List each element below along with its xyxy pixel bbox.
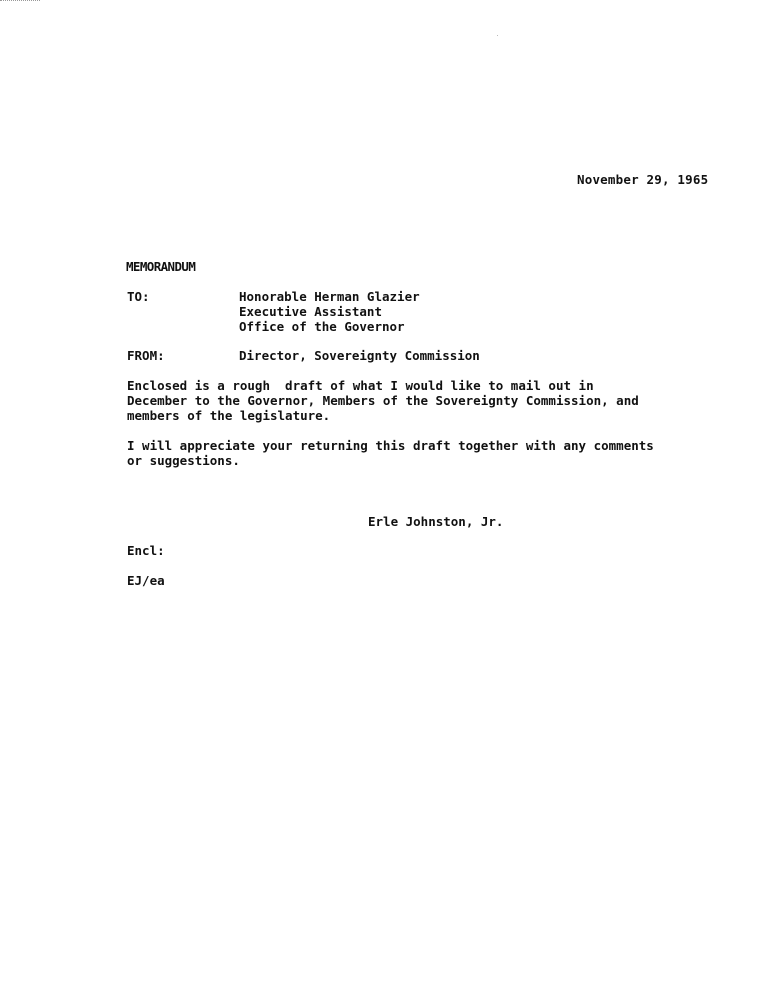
to-label: TO: bbox=[127, 289, 150, 304]
body-line: Enclosed is a rough draft of what I would like to mail out in bbox=[127, 378, 594, 393]
reference-initials: EJ/ea bbox=[127, 573, 165, 588]
to-line: Honorable Herman Glazier bbox=[239, 289, 420, 304]
body-paragraph bbox=[127, 438, 687, 468]
to-line: Executive Assistant bbox=[239, 304, 382, 319]
body-line: I will appreciate your returning this draft together with any comments bbox=[127, 438, 654, 453]
memo-date: November 29, 1965 bbox=[577, 172, 709, 187]
from-line: Director, Sovereignty Commission bbox=[239, 348, 480, 363]
from-sender-block bbox=[239, 348, 480, 363]
body-line: or suggestions. bbox=[127, 453, 240, 468]
scan-edge-mark bbox=[0, 0, 40, 2]
body-line: members of the legislature. bbox=[127, 408, 331, 423]
to-recipient-block bbox=[239, 289, 420, 334]
from-label: FROM: bbox=[127, 348, 165, 363]
memo-heading: MEMORANDUM bbox=[126, 259, 196, 274]
body-paragraph bbox=[127, 378, 687, 423]
scan-speck bbox=[497, 35, 498, 36]
enclosure-note: Encl: bbox=[127, 543, 165, 558]
body-line: December to the Governor, Members of the Sovereignty Commission, and bbox=[127, 393, 639, 408]
to-line: Office of the Governor bbox=[239, 319, 405, 334]
signature: Erle Johnston, Jr. bbox=[368, 514, 504, 529]
